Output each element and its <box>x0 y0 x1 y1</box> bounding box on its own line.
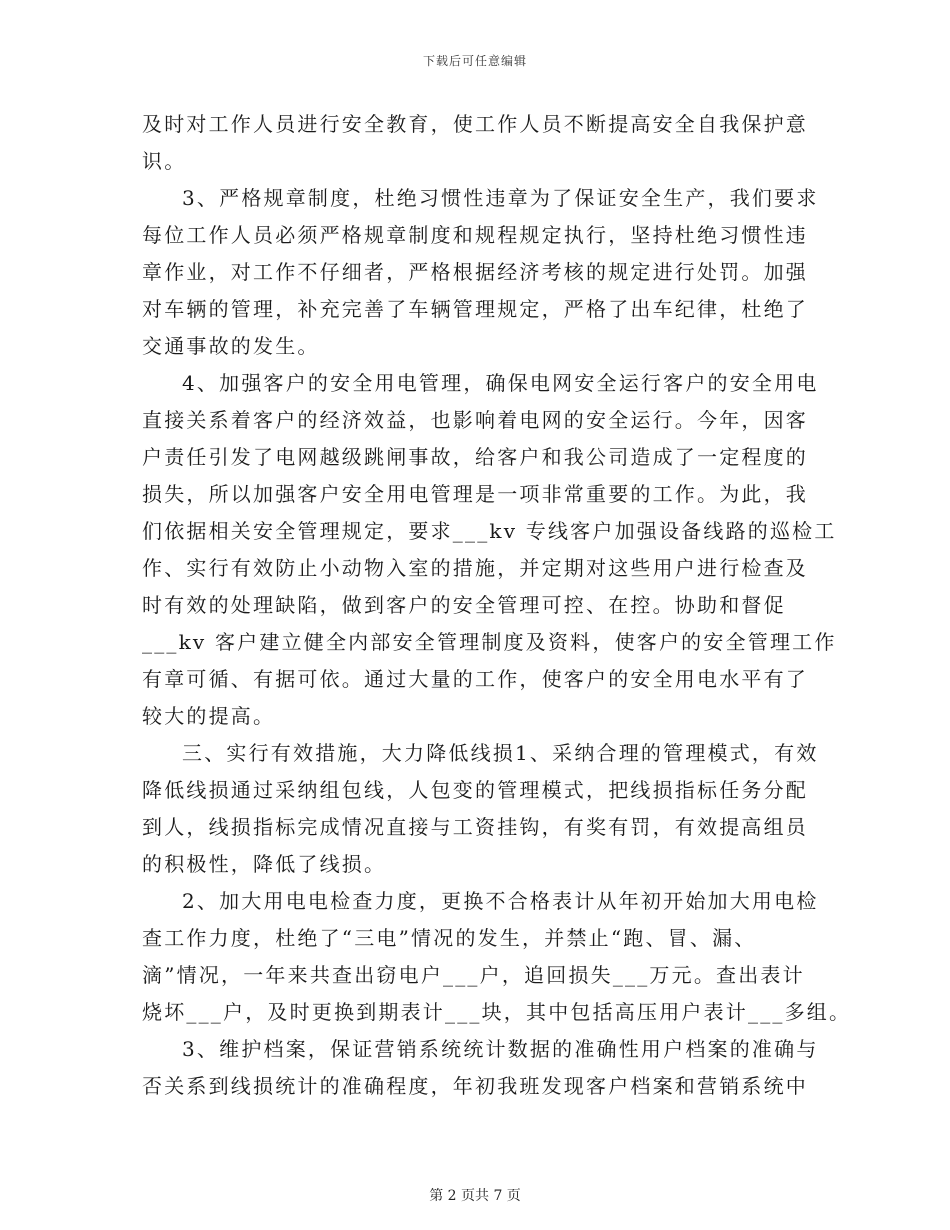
text-line: 作、实行有效防止小动物入室的措施，并定期对这些用户进行检查及 <box>142 556 808 580</box>
text-line: 较大的提高。 <box>142 704 276 728</box>
paragraph-2 <box>142 180 819 365</box>
paragraph-6 <box>142 1031 819 1105</box>
text-line: ___kv 客户建立健全内部安全管理制度及资料，使客户的安全管理工作 <box>142 630 837 654</box>
text-line: 对车辆的管理，补充完善了车辆管理规定，严格了出车纪律，杜绝了 <box>142 297 808 321</box>
text-line: 否关系到线损统计的准确程度，年初我班发现客户档案和营销系统中 <box>142 1074 808 1098</box>
text-line: 的积极性，降低了线损。 <box>142 852 387 876</box>
text-line: 滴”情况，一年来共查出窃电户___户，追回损失___万元。查出表计 <box>142 963 805 987</box>
document-body <box>142 106 852 1105</box>
text-line: 到人，线损指标完成情况直接与工资挂钩，有奖有罚，有效提高组员 <box>142 815 808 839</box>
text-line: 3、严格规章制度，杜绝习惯性违章为了保证安全生产，我们要求 <box>182 186 819 210</box>
text-line: 4、加强客户的安全用电管理，确保电网安全运行客户的安全用电 <box>182 371 819 395</box>
text-line: 查工作力度，杜绝了“三电”情况的发生，并禁止“跑、冒、漏、 <box>142 926 757 950</box>
text-line: 2、加大用电电检查力度，更换不合格表计从年初开始加大用电检 <box>182 889 819 913</box>
page-header: 下载后可任意编辑 <box>422 54 527 68</box>
text-line: 损失，所以加强客户安全用电管理是一项非常重要的工作。为此，我 <box>142 482 808 506</box>
text-line: 章作业，对工作不仔细者，严格根据经济考核的规定进行处罚。加强 <box>142 260 808 284</box>
text-line: 交通事故的发生。 <box>142 334 320 358</box>
text-line: 时有效的处理缺陷，做到客户的安全管理可控、在控。协助和督促 <box>142 593 786 617</box>
text-line: 降低线损通过采纳组包线，人包变的管理模式，把线损指标任务分配 <box>142 778 808 802</box>
text-line: 直接关系着客户的经济效益，也影响着电网的安全运行。今年，因客 <box>142 408 808 432</box>
text-line: 烧坏___户，及时更换到期表计___块，其中包括高压用户表计___多组。 <box>142 1000 852 1024</box>
paragraph-4 <box>142 735 819 883</box>
paragraph-3 <box>142 365 837 735</box>
text-line: 每位工作人员必须严格规章制度和规程规定执行，坚持杜绝习惯性违 <box>142 223 808 247</box>
text-line: 有章可循、有据可依。通过大量的工作，使客户的安全用电水平有了 <box>142 667 808 691</box>
text-line: 及时对工作人员进行安全教育，使工作人员不断提高安全自我保护意 <box>142 112 808 136</box>
text-line: 户责任引发了电网越级跳闸事故，给客户和我公司造成了一定程度的 <box>142 445 808 469</box>
text-line: 3、维护档案，保证营销系统统计数据的准确性用户档案的准确与 <box>182 1037 819 1061</box>
text-line: 识。 <box>142 149 187 173</box>
paragraph-5 <box>142 883 852 1031</box>
page-footer: 第 2 页共 7 页 <box>429 1188 521 1204</box>
text-line: 们依据相关安全管理规定，要求___kv 专线客户加强设备线路的巡检工 <box>142 519 837 543</box>
text-line: 三、实行有效措施，大力降低线损1、采纳合理的管理模式，有效 <box>182 741 819 765</box>
paragraph-1 <box>142 106 812 180</box>
